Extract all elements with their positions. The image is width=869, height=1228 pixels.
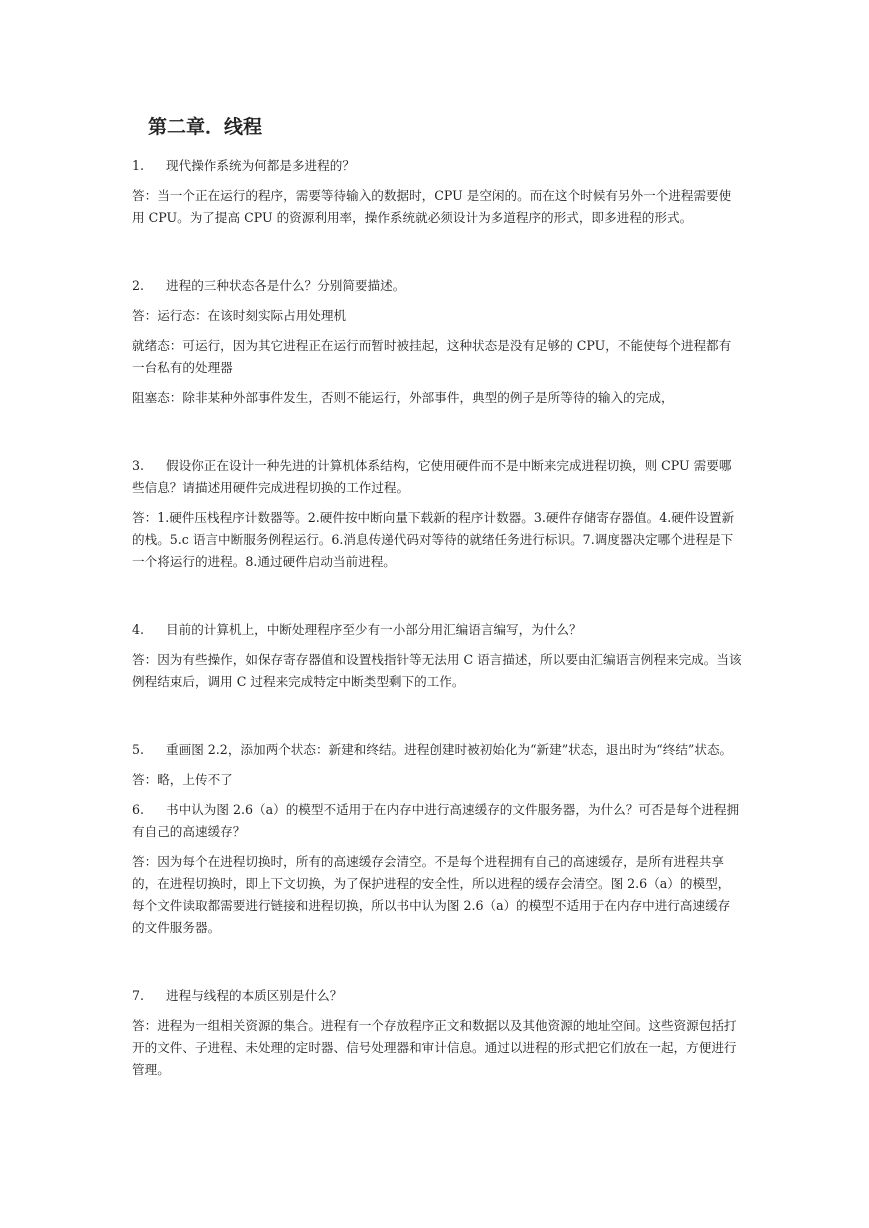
qa-block-6	[132, 799, 742, 939]
qa-block-1	[132, 155, 742, 229]
question-number: 5.	[132, 742, 145, 757]
chapter-title: 第二章．线程	[148, 116, 263, 138]
answer-7: 答：进程为一组相关资源的集合。进程有一个存放程序正文和数据以及其他资源的地址空间。这些资源包括打开的文件、子进程、未处理的定时器、信号处理器和审计信息。通过以进程的形式把它们放在一起，方便进行管理。	[132, 1018, 737, 1077]
question-number: 3.	[132, 458, 145, 473]
qa-block-5	[132, 739, 742, 791]
answer-2-ready: 就绪态：可运行，因为其它进程正在运行而暂时被挂起，这种状态是没有足够的 CPU，不能使每个进程都有一台私有的处理器	[132, 338, 732, 375]
question-2	[132, 275, 742, 297]
answer-1: 答：当一个正在运行的程序，需要等待输入的数据时，CPU 是空闲的。而在这个时候有另外一个进程需要使用 CPU。为了提高 CPU 的资源利用率，操作系统就必须设计为多道程序的形式，即多进程的形式。	[132, 188, 732, 225]
qa-block-3	[132, 455, 742, 573]
question-number: 2.	[132, 278, 145, 293]
question-7	[132, 985, 742, 1007]
question-text: 进程与线程的本质区别是什么？	[166, 988, 343, 1003]
question-text: 假设你正在设计一种先进的计算机体系结构，它使用硬件而不是中断来完成进程切换，则 CPU 需要哪些信息？请描述用硬件完成进程切换的工作过程。	[132, 458, 732, 495]
qa-block-2	[132, 275, 742, 409]
answer-2-running: 答：运行态：在该时刻实际占用处理机	[132, 308, 347, 323]
document-content	[132, 113, 742, 1089]
qa-block-7	[132, 985, 742, 1081]
question-4	[132, 619, 742, 641]
qa-block-4	[132, 619, 742, 693]
question-text: 进程的三种状态各是什么？分别简要描述。	[166, 278, 406, 293]
question-number: 7.	[132, 988, 145, 1003]
question-text: 目前的计算机上，中断处理程序至少有一小部分用汇编语言编写，为什么？	[166, 622, 582, 637]
question-text: 重画图 2.2，添加两个状态：新建和终结。进程创建时被初始化为“新建”状态，退出时为“终结”状态。	[166, 742, 733, 757]
answer-4: 答：因为有些操作，如保存寄存器值和设置栈指针等无法用 C 语言描述，所以要由汇编语言例程来完成。当该例程结束后，调用 C 过程来完成特定中断类型剩下的工作。	[132, 652, 742, 689]
question-text: 书中认为图 2.6（a）的模型不适用于在内存中进行高速缓存的文件服务器，为什么？可否是每个进程拥有自己的高速缓存？	[132, 802, 740, 839]
question-text: 现代操作系统为何都是多进程的？	[166, 158, 355, 173]
answer-5: 答：略，上传不了	[132, 772, 233, 787]
answer-2-blocked: 阻塞态：除非某种外部事件发生，否则不能运行，外部事件，典型的例子是所等待的输入的完成，	[132, 390, 674, 405]
answer-6: 答：因为每个在进程切换时，所有的高速缓存会清空。不是每个进程拥有自己的高速缓存，是所有进程共享的，在进程切换时，即上下文切换，为了保护进程的安全性，所以进程的缓存会清空。图 2.6（a）的模型，每个文件读取都需要进行链接和进程切换，所以书中认为图 2.6（a）的模型不适用于在内存中进行高速缓存的文件服务器。	[132, 854, 731, 935]
question-number: 6.	[132, 802, 145, 817]
question-5	[132, 739, 742, 761]
question-3	[132, 455, 742, 499]
question-1	[132, 155, 742, 177]
question-number: 1.	[132, 158, 145, 173]
question-6	[132, 799, 742, 843]
question-number: 4.	[132, 622, 145, 637]
answer-3: 答：1.硬件压栈程序计数器等。2.硬件按中断向量下载新的程序计数器。3.硬件存储寄存器值。4.硬件设置新的栈。5.c 语言中断服务例程运行。6.消息传递代码对等待的就绪任务进行标识。7.调度器决定哪个进程是下一个将运行的进程。8.通过硬件启动当前进程。	[132, 510, 735, 569]
